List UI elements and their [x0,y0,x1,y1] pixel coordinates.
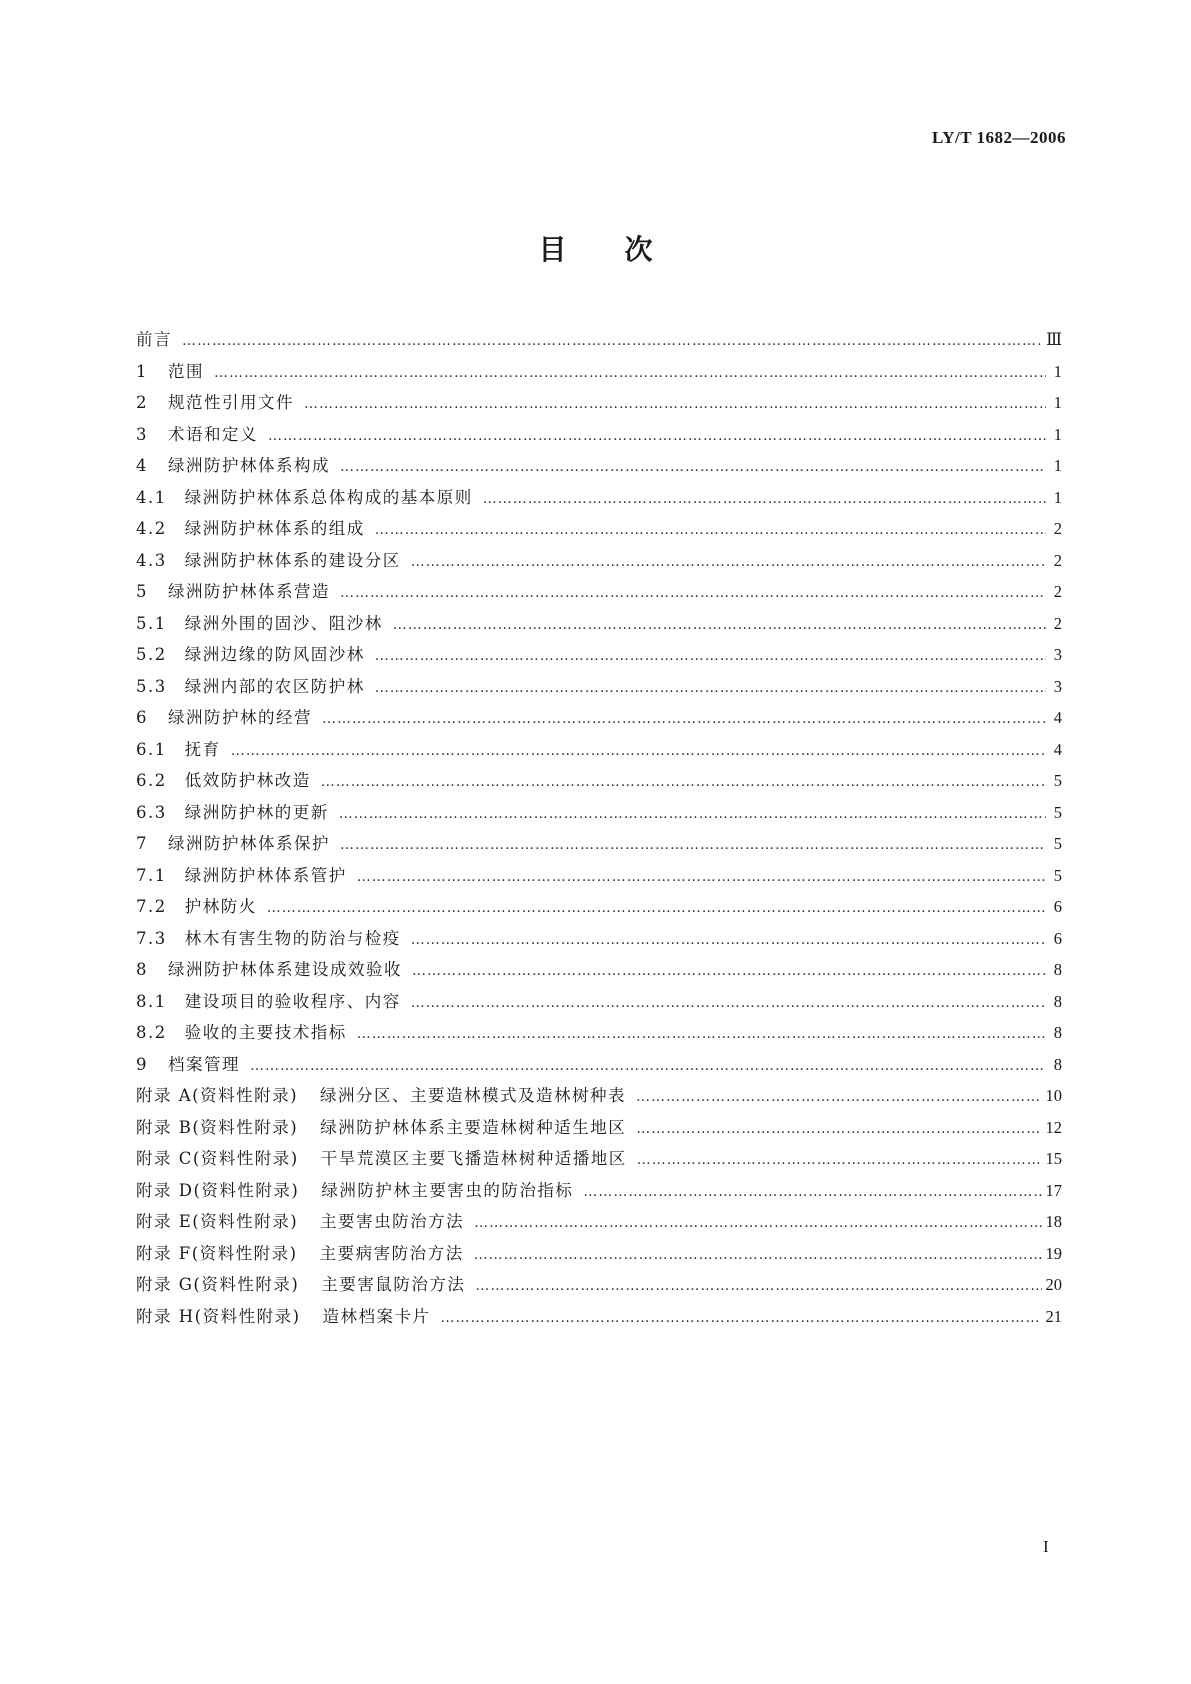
toc-entry-page: Ⅲ [1046,330,1062,349]
toc-entry-number: 9 [136,1054,148,1074]
toc-entry[interactable] [136,1114,1062,1146]
toc-entry[interactable] [136,358,1062,390]
toc-entry-label: 绿洲外围的固沙、阻沙林 [184,613,383,633]
toc-entry[interactable] [136,1208,1062,1240]
toc-entry-number: 4 [136,456,148,475]
toc-entry-page: 2 [1053,613,1062,633]
toc-entry-label: 主要害虫防治方法 [320,1212,465,1231]
toc-entry-number: 8.1 [136,991,167,1011]
toc-entry-label: 绿洲防护林体系的建设分区 [184,550,401,570]
toc-entry[interactable] [136,673,1062,705]
toc-entry-number: 4.2 [136,519,167,538]
toc-entry-label: 术语和定义 [168,424,258,444]
toc-entry[interactable] [136,1082,1062,1114]
toc-entry-label: 主要害鼠防治方法 [321,1275,466,1294]
toc-entry-label: 前言 [136,330,172,349]
toc-entry-label: 绿洲防护林体系构成 [168,456,330,475]
toc-entry[interactable] [136,389,1062,421]
toc-leader-dots [474,1215,1041,1231]
toc-leader-dots [636,1121,1041,1137]
toc-entry-number: 7.2 [136,897,167,916]
toc-entry[interactable] [136,484,1062,516]
toc-entry-number: 1 [136,361,148,381]
toc-entry-label: 绿洲防护林主要害虫的防治指标 [321,1180,574,1200]
toc-entry-label: 绿洲防护林体系的组成 [184,519,365,538]
toc-entry[interactable] [136,704,1062,736]
toc-entry-page: 18 [1045,1212,1062,1231]
toc-entry-label: 造林档案卡片 [322,1306,431,1326]
toc-entry[interactable] [136,925,1062,957]
toc-leader-dots [411,932,1046,948]
toc-leader-dots [340,585,1046,601]
toc-entry[interactable] [136,767,1062,799]
toc-entry-label: 绿洲防护林体系主要造林树种适生地区 [320,1117,627,1137]
toc-entry-page: 20 [1045,1275,1062,1294]
toc-entry[interactable] [136,326,1062,358]
toc-leader-dots [411,554,1046,570]
toc-leader-dots [375,522,1046,538]
toc-entry[interactable] [136,799,1062,831]
toc-entry-page: 15 [1045,1149,1062,1168]
toc-entry-number: 5 [136,582,148,601]
toc-entry-number: 附录 B(资料性附录) [136,1117,299,1137]
toc-entry-label: 绿洲防护林体系总体构成的基本原则 [184,487,473,507]
toc-entry-number: 6.1 [136,739,167,759]
toc-entry[interactable] [136,736,1062,768]
toc-entry-page: 10 [1045,1086,1062,1105]
toc-leader-dots [339,806,1046,822]
toc-entry[interactable] [136,893,1062,925]
toc-entry-label: 抚育 [184,739,221,759]
toc-entry[interactable] [136,1019,1062,1051]
toc-entry-page: 8 [1053,1023,1062,1042]
toc-entry-page: 3 [1053,676,1062,696]
toc-entry-page: 2 [1053,582,1062,601]
toc-leader-dots [340,459,1046,475]
toc-leader-dots [250,1058,1046,1074]
toc-entry-page: 2 [1053,550,1062,570]
toc-entry-page: 4 [1053,708,1062,727]
toc-leader-dots [321,774,1046,790]
toc-entry-page: 6 [1053,897,1062,916]
toc-leader-dots [340,837,1046,853]
toc-entry-page: 5 [1053,865,1062,885]
toc-leader-dots [375,648,1046,664]
page-number: I [1043,1537,1049,1556]
toc-entry[interactable] [136,1240,1062,1272]
toc-entry-label: 绿洲防护林的更新 [184,802,329,822]
toc-entry-label: 绿洲防护林体系管护 [184,865,347,885]
toc-entry-label: 验收的主要技术指标 [184,1023,347,1042]
toc-entry-page: 1 [1053,393,1062,412]
toc-leader-dots [636,1089,1041,1105]
toc-entry-label: 绿洲防护林体系保护 [168,834,330,853]
toc-entry-number: 6.3 [136,802,167,822]
toc-leader-dots [214,365,1046,381]
toc-entry-number: 附录 F(资料性附录) [136,1243,298,1263]
standard-code: LY/T 1682—2006 [931,128,1066,147]
toc-entry-number: 5.3 [136,676,167,696]
toc-entry-number: 附录 E(资料性附录) [136,1212,299,1231]
toc-entry[interactable] [136,421,1062,453]
toc-entry-label: 低效防护林改造 [184,771,311,790]
toc-leader-dots [357,1026,1046,1042]
toc-entry-label: 绿洲防护林体系建设成效验收 [168,960,402,979]
toc-entry-number: 8 [136,960,148,979]
toc-entry[interactable] [136,1303,1062,1335]
toc-entry-page: 5 [1053,802,1062,822]
toc-entry-number: 附录 A(资料性附录) [136,1086,299,1105]
toc-leader-dots [304,396,1046,412]
toc-leader-dots [393,617,1046,633]
toc-leader-dots [182,333,1042,349]
toc-entry[interactable] [136,641,1062,673]
toc-entry[interactable] [136,610,1062,642]
toc-entry-label: 护林防火 [184,897,257,916]
toc-entry-page: 1 [1053,361,1062,381]
toc-entry-label: 绿洲防护林体系营造 [168,582,330,601]
toc-entry-page: 17 [1045,1180,1062,1200]
toc-entry[interactable] [136,830,1062,862]
toc-entry-number: 附录 D(资料性附录) [136,1180,300,1200]
toc-entry[interactable] [136,1177,1062,1209]
table-of-contents [136,326,1062,1334]
toc-entry-number: 4.1 [136,487,167,507]
toc-entry-page: 2 [1053,519,1062,538]
toc-entry-page: 8 [1053,1054,1062,1074]
toc-leader-dots [475,1278,1041,1294]
toc-entry-number: 7.1 [136,865,167,885]
toc-entry-label: 林木有害生物的防治与检疫 [184,928,401,948]
toc-entry-number: 8.2 [136,1023,167,1042]
toc-entry-label: 绿洲内部的农区防护林 [184,676,365,696]
toc-entry-number: 6.2 [136,771,167,790]
toc-entry-page: 8 [1053,991,1062,1011]
toc-entry-label: 建设项目的验收程序、内容 [184,991,401,1011]
toc-entry-label: 档案管理 [168,1054,240,1074]
toc-entry-label: 干旱荒漠区主要飞播造林树种适播地区 [320,1149,627,1168]
toc-entry-page: 4 [1053,739,1062,759]
toc-entry[interactable] [136,515,1062,547]
toc-leader-dots [483,491,1046,507]
toc-entry-page: 5 [1053,834,1062,853]
toc-entry[interactable] [136,1145,1062,1177]
toc-leader-dots [441,1310,1042,1326]
toc-leader-dots [267,900,1046,916]
toc-entry-page: 5 [1053,771,1062,790]
toc-entry-number: 7 [136,834,148,853]
toc-entry-number: 4.3 [136,550,167,570]
toc-leader-dots [375,680,1046,696]
toc-leader-dots [412,963,1046,979]
toc-entry-label: 绿洲边缘的防风固沙林 [184,645,365,664]
toc-entry-page: 3 [1053,645,1062,664]
toc-entry-number: 3 [136,424,148,444]
toc-entry-page: 1 [1053,487,1062,507]
toc-entry[interactable] [136,988,1062,1020]
toc-entry-number: 附录 H(资料性附录) [136,1306,301,1326]
toc-entry-page: 1 [1053,456,1062,475]
toc-leader-dots [322,711,1046,727]
toc-entry-number: 2 [136,393,148,412]
toc-entry[interactable] [136,547,1062,579]
toc-entry[interactable] [136,1051,1062,1083]
toc-entry-page: 8 [1053,960,1062,979]
toc-entry-number: 5.2 [136,645,167,664]
toc-entry[interactable] [136,862,1062,894]
toc-entry[interactable] [136,1271,1062,1303]
toc-leader-dots [474,1247,1042,1263]
toc-entry-page: 19 [1045,1243,1062,1263]
toc-entry-page: 1 [1053,424,1062,444]
toc-entry-page: 6 [1053,928,1062,948]
toc-leader-dots [637,1152,1042,1168]
toc-entry-label: 绿洲分区、主要造林模式及造林树种表 [320,1086,627,1105]
toc-entry-number: 附录 C(资料性附录) [136,1149,299,1168]
toc-entry-label: 绿洲防护林的经营 [168,708,312,727]
toc-leader-dots [583,1184,1041,1200]
toc-entry-number: 附录 G(资料性附录) [136,1275,300,1294]
toc-entry[interactable] [136,956,1062,988]
toc-entry-number: 7.3 [136,928,167,948]
toc-entry-page: 12 [1045,1117,1062,1137]
toc-leader-dots [231,743,1046,759]
toc-entry-label: 主要病害防治方法 [319,1243,464,1263]
page-title: 目次 [538,233,711,266]
toc-entry-number: 6 [136,708,148,727]
toc-leader-dots [411,995,1046,1011]
toc-entry[interactable] [136,578,1062,610]
toc-entry-label: 范围 [168,361,204,381]
toc-entry-label: 规范性引用文件 [168,393,294,412]
toc-entry-page: 21 [1045,1306,1062,1326]
toc-leader-dots [357,869,1046,885]
toc-entry[interactable] [136,452,1062,484]
toc-leader-dots [268,428,1046,444]
toc-entry-number: 5.1 [136,613,167,633]
